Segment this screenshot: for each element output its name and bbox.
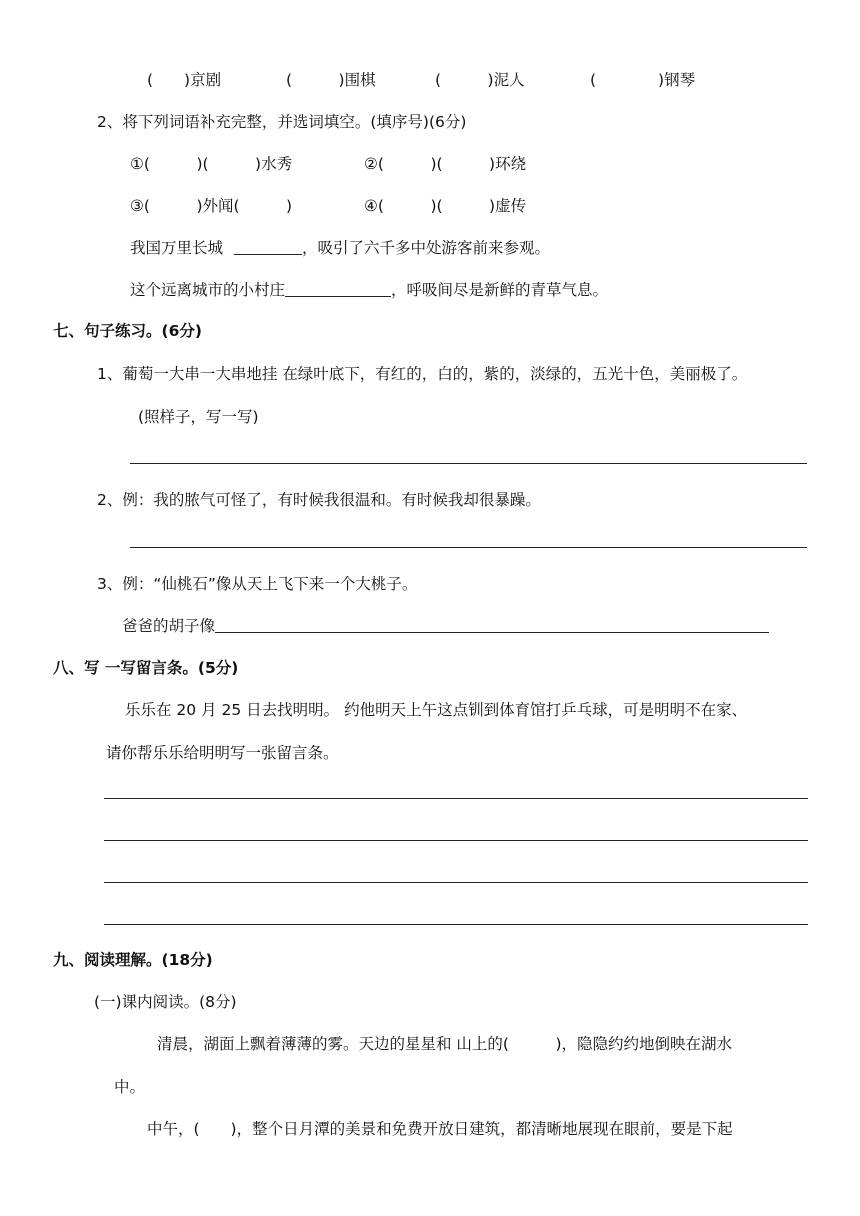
section-8-heading: 八、写 一写留言条。(5分) [53,659,239,677]
answer-line[interactable] [104,924,808,925]
section-9-subheading: (一)课内阅读。(8分) [94,993,237,1011]
answer-line[interactable] [104,840,808,841]
answer-line[interactable] [130,547,807,548]
fill-sentence-1-start: 我国万里长城 [130,239,224,257]
section-8-prompt-line-2: 请你帮乐乐给明明写一张留言条。 [106,744,339,762]
section-7-heading: 七、句子练习。(6分) [53,322,202,340]
fill-blank[interactable] [285,280,391,297]
section-9-heading: 九、阅读理解。(18分) [53,951,213,969]
fill-item-jingju: ( )京剧 [147,71,222,89]
fill-item-gangqin: ( )钢琴 [590,71,696,89]
fill-item-niren: ( )泥人 [435,71,525,89]
question-7-1-note: (照样子，写一写) [138,408,259,426]
fill-sentence-2-start: 这个远离城市的小村庄 [130,281,286,299]
reading-paragraph-1: 清晨，湖面上飘着薄薄的雾。天边的星星和 山上的( )，隐隐约约地倒映在湖水 [157,1035,733,1053]
fill-sentence-1-end: ，吸引了六千多中处游客前来参观。 [301,239,550,257]
fill-sentence-2-end: ，呼吸间尽是新鲜的青草气息。 [391,281,609,299]
answer-line[interactable] [130,463,807,464]
question-7-1: 1、葡萄一大串一大串地挂 在绿叶底下，有红的，白的，紫的，淡绿的，五光十色，美丽极了。 [97,365,748,383]
fill-sentence-2 [130,280,608,300]
fill-blank[interactable] [215,616,769,633]
reading-paragraph-1-cont: 中。 [114,1078,146,1096]
idiom-4: ④( )( )虚传 [364,197,527,215]
fill-item-weiqi: ( )围棋 [286,71,376,89]
fill-sentence-1 [130,238,550,258]
answer-line[interactable] [104,882,808,883]
question-7-3-fill-label: 爸爸的胡子像 [122,617,216,635]
question-7-2: 2、例：我的脓气可怪了，有时候我很温和。有时候我却很暴躁。 [97,491,541,509]
question-7-3: 3、例：“仙桃石”像从天上飞下来一个大桃子。 [97,575,418,593]
fill-blank[interactable] [234,238,302,255]
idiom-2: ②( )( )环绕 [364,155,527,173]
reading-paragraph-2: 中午，( )，整个日月潭的美景和免费开放日建筑，都清晰地展现在眼前，要是下起 [147,1120,733,1138]
idiom-1: ①( )( )水秀 [130,155,293,173]
idiom-3: ③( )外闻( ) [130,197,293,215]
section-8-prompt-line-1: 乐乐在 20 月 25 日去找明明。 约他明天上午这点钏到体育馆打乒乓球，可是明明不在家、 [125,701,748,719]
question-2-instruction: 2、将下列词语补充完整，并选词填空。(填序号)(6分) [97,113,467,131]
answer-line[interactable] [104,798,808,799]
question-7-3-fill [122,616,769,636]
